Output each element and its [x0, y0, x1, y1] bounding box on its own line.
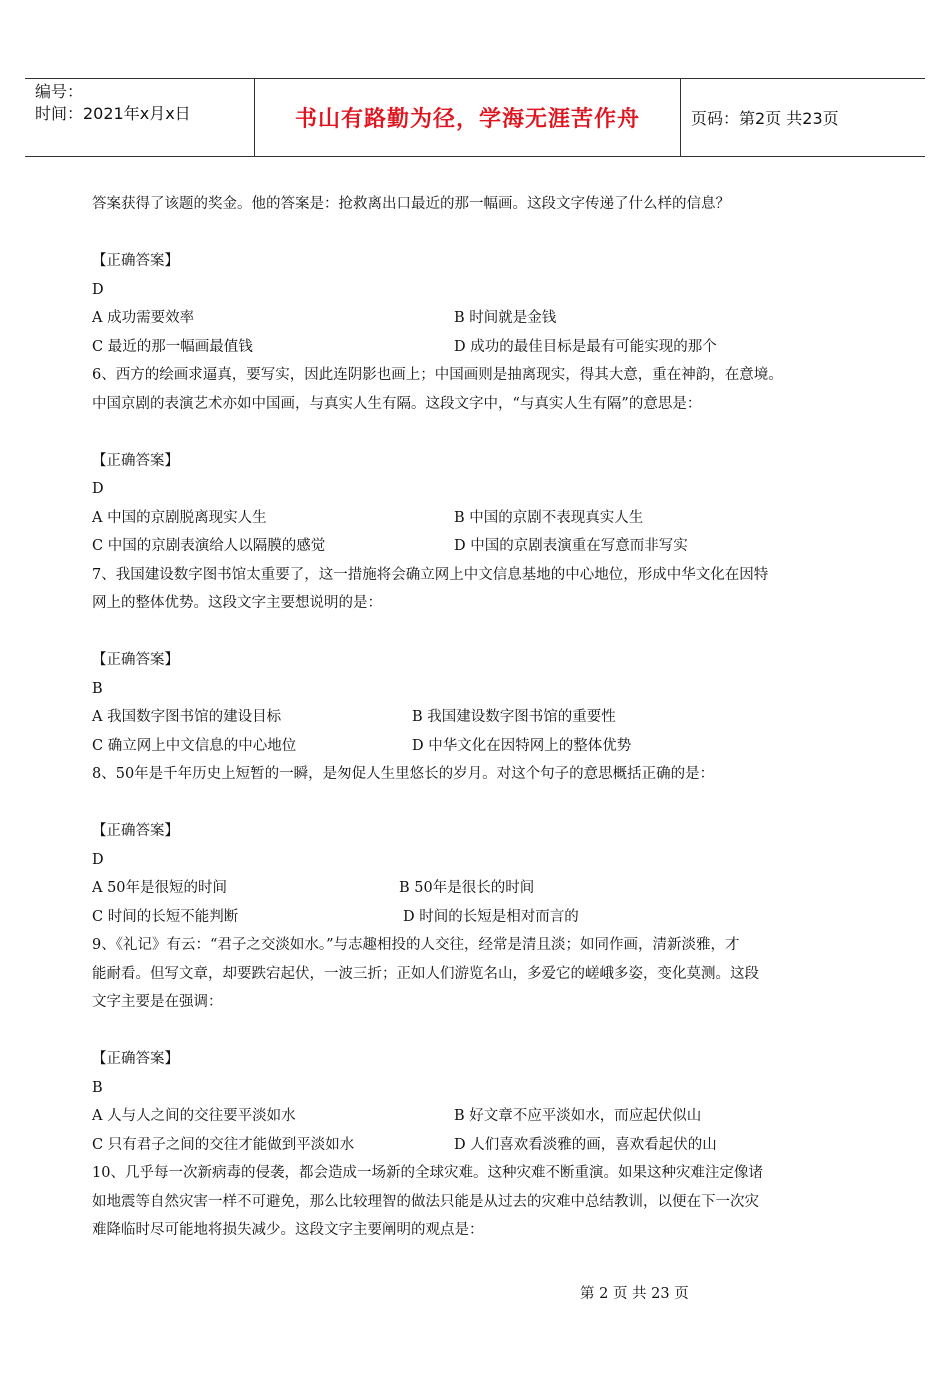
question-text: 难降临时尽可能地将损失减少。这段文字主要阐明的观点是：	[92, 1222, 484, 1238]
question-text: 文字主要是在强调：	[92, 994, 223, 1010]
option-d: D 时间的长短是相对而言的	[403, 908, 579, 925]
options-row	[92, 532, 860, 561]
answer-label: 【正确答案】	[92, 823, 179, 839]
page-header	[25, 78, 925, 157]
options-row	[92, 304, 860, 333]
option-d: D 中国的京剧表演重在写意而非写实	[454, 538, 688, 554]
options-row	[92, 504, 860, 533]
answer-value: D	[92, 281, 104, 298]
option-d: D 成功的最佳目标是最有可能实现的那个	[454, 338, 717, 355]
answer-label: 【正确答案】	[92, 652, 179, 668]
options-row	[92, 333, 860, 362]
option-a: A 中国的京剧脱离现实人生	[92, 509, 267, 526]
question-text: 如地震等自然灾害一样不可避免，那么比较理智的做法只能是从过去的灾难中总结教训，以便在下一次灾	[92, 1193, 759, 1210]
answer-value: B	[92, 680, 103, 697]
header-page-label: 页码：第2页 共23页	[691, 109, 839, 128]
question-text: 能耐看。但写文章，却要跌宕起伏，一波三折；正如人们游览名山，多爱它的嵯峨多姿，变化莫测。这段	[92, 965, 759, 982]
options-row	[92, 732, 860, 761]
option-b: B 50年是很长的时间	[399, 880, 535, 896]
question-text: 8、50年是千年历史上短暂的一瞬，是匆促人生里悠长的岁月。对这个句子的意思概括正确的是：	[92, 766, 715, 782]
option-b: B 好文章不应平淡如水，而应起伏似山	[454, 1108, 702, 1124]
option-c: C 最近的那一幅画最值钱	[92, 338, 253, 355]
number-label: 编号：	[35, 82, 84, 101]
document-body	[92, 190, 860, 1245]
option-c: C 中国的京剧表演给人以隔膜的感觉	[92, 538, 326, 554]
header-motto: 书山有路勤为径，学海无涯苦作舟	[254, 79, 681, 156]
option-a: A 人与人之间的交往要平淡如水	[92, 1108, 296, 1124]
option-a: A 50年是很短的时间	[92, 880, 228, 896]
answer-label: 【正确答案】	[92, 253, 179, 269]
answer-value: D	[92, 481, 104, 497]
options-row	[92, 903, 860, 932]
intro-text: 答案获得了该题的奖金。他的答案是：抢救离出口最近的那一幅画。这段文字传递了什么样的信息？	[92, 196, 730, 212]
options-row	[92, 1102, 860, 1131]
question-text: 9、《礼记》有云：“君子之交淡如水。”与志趣相投的人交往，经常是清且淡；如同作画，清新淡雅，才	[92, 937, 740, 953]
question-text: 10、几乎每一次新病毒的侵袭，都会造成一场新的全球灾难。这种灾难不断重演。如果这种灾难注定像诸	[92, 1165, 763, 1181]
question-text: 7、我国建设数字图书馆太重要了，这一措施将会确立网上中文信息基地的中心地位，形成中华文化在因特	[92, 566, 769, 583]
option-a: A 成功需要效率	[92, 310, 195, 326]
option-a: A 我国数字图书馆的建设目标	[92, 709, 282, 725]
answer-label: 【正确答案】	[92, 452, 179, 469]
option-c: C 时间的长短不能判断	[92, 908, 239, 925]
question-text: 中国京剧的表演艺术亦如中国画，与真实人生有隔。这段文字中，“与真实人生有隔”的意思是：	[92, 395, 702, 412]
option-d: D 人们喜欢看淡雅的画，喜欢看起伏的山	[454, 1136, 717, 1153]
header-meta	[35, 81, 255, 125]
options-row	[92, 703, 860, 732]
answer-label: 【正确答案】	[92, 1051, 179, 1067]
option-d: D 中华文化在因特网上的整体优势	[412, 737, 632, 754]
option-c: C 只有君子之间的交往才能做到平淡如水	[92, 1136, 355, 1153]
option-c: C 确立网上中文信息的中心地位	[92, 737, 297, 754]
option-b: B 我国建设数字图书馆的重要性	[412, 709, 616, 725]
options-row	[92, 1131, 860, 1160]
option-b: B 时间就是金钱	[454, 310, 557, 326]
page-footer: 第 2 页 共 23 页	[580, 1286, 689, 1302]
question-text: 6、西方的绘画求逼真，要写实，因此连阴影也画上；中国画则是抽离现实，得其大意，重在神韵，在意境。	[92, 367, 783, 383]
question-text: 网上的整体优势。这段文字主要想说明的是：	[92, 595, 382, 611]
answer-value: B	[92, 1079, 103, 1096]
answer-value: D	[92, 851, 104, 868]
time-label: 时间：2021年x月x日	[35, 104, 191, 123]
option-b: B 中国的京剧不表现真实人生	[454, 509, 644, 526]
options-row	[92, 874, 860, 903]
